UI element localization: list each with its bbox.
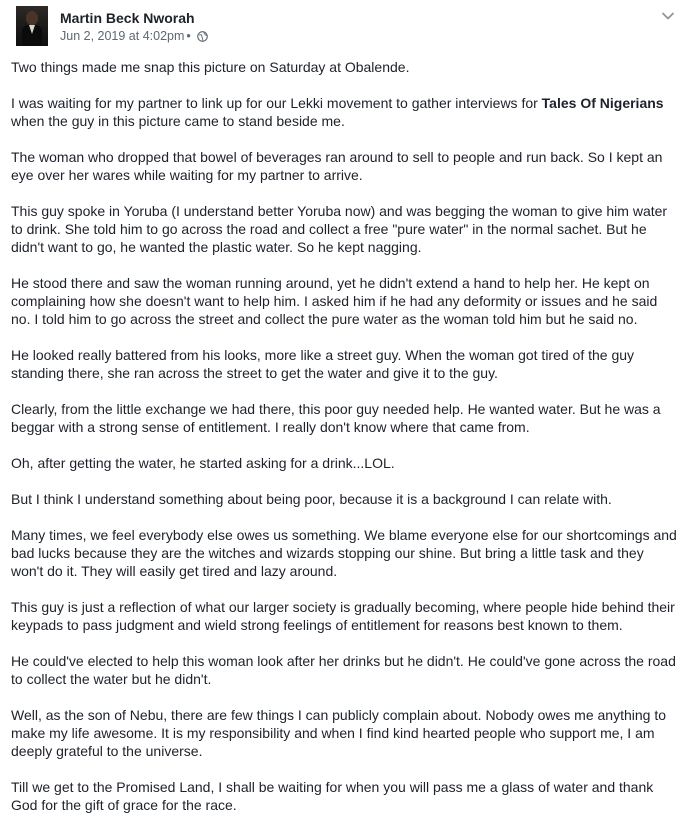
post-meta xyxy=(60,29,208,43)
avatar[interactable] xyxy=(16,6,48,46)
post-body xyxy=(11,58,677,832)
post-paragraph: But I think I understand something about being poor, because it is a background I can relate with. xyxy=(11,491,612,507)
chevron-down-icon[interactable] xyxy=(660,8,676,24)
tales-of-nigerians-link[interactable]: Tales Of Nigerians xyxy=(541,95,664,111)
globe-icon[interactable] xyxy=(197,31,208,42)
post-paragraph: The woman who dropped that bowel of beverages ran around to sell to people and run back. So I kept an eye over her wares while waiting for my partner to arrive. xyxy=(11,149,663,183)
post-paragraph: Two things made me snap this picture on Saturday at Obalende. xyxy=(11,59,410,75)
avatar-head-shape xyxy=(26,11,38,25)
paragraph-text: when the guy in this picture came to stand beside me. xyxy=(11,113,345,129)
post-paragraph: He stood there and saw the woman running around, yet he didn't extend a hand to help her. He kept on complaining how she doesn't want to help him. I asked him if he had any deformity or issues and he said no. I told him to go across the street and collect the pure water as the woman told him but he said no. xyxy=(11,275,658,327)
post-paragraph: This guy is just a reflection of what our larger society is gradually becoming, where people hide behind their keypads to pass judgment and wield strong feelings of entitlement for reasons best known to them. xyxy=(11,599,675,633)
post-timestamp[interactable]: Jun 2, 2019 at 4:02pm xyxy=(60,29,185,43)
post-paragraph: He looked really battered from his looks, more like a street guy. When the woman got tired of the guy standing there, she ran across the street to get the water and give it to the guy. xyxy=(11,347,635,381)
paragraph-text: I was waiting for my partner to link up for our Lekki movement to gather interviews for xyxy=(11,95,542,111)
post-paragraph: Oh, after getting the water, he started asking for a drink...LOL. xyxy=(11,455,395,471)
post-paragraph: Well, as the son of Nebu, there are few things I can publicly complain about. Nobody owes me anything to make my life awesome. It is my responsibility and when I find kind hearted people who support me, I am deeply grateful to the universe. xyxy=(11,707,666,759)
post-paragraph: This guy spoke in Yoruba (I understand better Yoruba now) and was begging the woman to give him water to drink. She told him to go across the road and collect a free "pure water" in the normal sachet. But he didn't want to go, he wanted the plastic water. So he kept nagging. xyxy=(11,203,668,255)
post-paragraph: Many times, we feel everybody else owes us something. We blame everyone else for our shortcomings and bad lucks because they are the witches and wizards stopping our shine. But bring a little task and they won't do it. They will easily get tired and lazy around. xyxy=(11,527,677,579)
post-paragraph xyxy=(11,94,677,130)
post-paragraph: He could've elected to help this woman look after her drinks but he didn't. He could've gone across the road to collect the water but he didn't. xyxy=(11,653,676,687)
post-paragraph: Till we get to the Promised Land, I shall be waiting for when you will pass me a glass of water and thank God for the gift of grace for the race. xyxy=(11,779,654,813)
post-paragraph: Clearly, from the little exchange we had there, this poor guy needed help. He wanted water. But he was a beggar with a strong sense of entitlement. I really don't know where that came from. xyxy=(11,401,661,435)
post-header xyxy=(16,6,676,48)
author-name[interactable]: Martin Beck Nworah xyxy=(60,10,195,26)
meta-separator: • xyxy=(186,29,191,43)
